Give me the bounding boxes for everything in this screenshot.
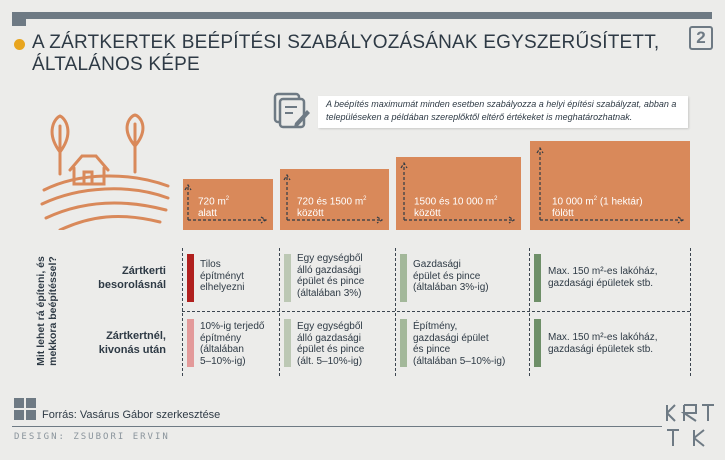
category-3-sup: 2 [494,196,498,202]
cell-text-line: gazdasági épület [413,332,489,344]
cell-text-line: (ált. 5–10%-ig) [297,355,363,367]
cell-text-line: (általában 5–10%-ig) [413,355,506,367]
source-credit: Forrás: Vasárus Gábor szerkesztése [42,409,221,421]
page-title: A ZÁRTKERTEK BEÉPÍTÉSI SZABÁLYOZÁSÁNAK EGYSZERŰSÍTETT, ÁLTALÁNOS KÉPE [32,32,660,75]
cell-text-line: Max. 150 m²-es lakóház, [548,332,658,343]
category-4-qualifier: fölött [552,208,574,220]
cell-text-line: Egy egységből [297,253,363,264]
cell-text-line: Építmény, [413,321,458,332]
row-2-label-line2: kivonás után [98,344,166,356]
cell-color-bar [400,319,407,367]
category-2-sup: 2 [363,196,367,202]
cell-color-bar [284,254,291,302]
source-grid-icon [14,398,36,420]
cell-text-line: 5–10%-ig) [200,355,246,367]
cell-r2-c1 [200,321,278,367]
cell-color-bar [284,319,291,367]
row-header-1 [56,264,166,292]
axis-label-text: Mit lehet rá építeni, és mekkora beépítéssel? [35,256,59,366]
cell-text-line: és pince [413,344,451,355]
category-box-2 [280,169,389,230]
category-1-sup: 2 [225,196,230,202]
category-4-size: 10 000 m [552,196,594,208]
cell-text-line: (általában 3%-ig) [413,282,489,293]
page-number-badge: 2 [689,26,713,50]
row-header-2 [46,329,166,357]
design-credit: DESIGN: ZSUBORI ERVIN [14,432,170,442]
cell-color-bar [400,254,407,302]
cell-r2-c4 [548,332,690,355]
cell-text-line: épület és pince [413,270,481,282]
cell-text-line: álló gazdasági [297,332,361,344]
cell-text-line: Egy egységből [297,321,363,332]
category-3-size: 1500 és 10 000 m [414,196,495,208]
category-2-qualifier: között [297,208,324,220]
category-box-4 [530,141,690,230]
cell-color-bar [534,254,541,302]
category-box-1 [183,179,273,230]
row-1-label-line2: besorolásnál [98,279,166,291]
category-box-3 [396,157,521,230]
category-2-size: 720 és 1500 m [297,196,364,208]
category-4-sup: 2 [593,196,598,202]
column-divider-3 [395,248,396,376]
cell-text-line: gazdasági épületek stb. [548,343,654,355]
top-bar-accent [12,12,26,26]
category-label-3 [414,193,497,220]
category-label-2 [297,193,367,220]
cell-text-line: építmény [200,332,242,344]
column-divider-1 [182,248,183,376]
category-3-qualifier: között [414,208,441,220]
cell-text-line: Gazdasági [413,259,461,270]
cell-text-line: álló gazdasági [297,264,361,276]
footer-divider [12,426,662,427]
cell-text-line: építményt [200,270,244,282]
cell-color-bar [187,319,194,367]
column-divider-4 [529,248,530,376]
cell-text-line: (általában [200,344,244,355]
cell-color-bar [187,254,194,302]
cell-r1-c1 [200,259,275,294]
category-label-1 [198,193,229,220]
row-divider [182,311,690,312]
cell-text-line: (általában 3%) [297,287,362,299]
cell-color-bar [534,319,541,367]
cell-text-line: Max. 150 m²-es lakóház, [548,266,658,277]
title-bullet-icon [14,39,25,50]
row-1-label-line1: Zártkerti [121,265,166,277]
cell-r1-c3 [413,259,528,294]
row-2-label-line1: Zártkertnél, [106,330,166,342]
category-4-size-suffix: (1 hektár) [597,196,643,208]
cell-text-line: 10%-ig terjedő [200,321,265,332]
farm-illustration-icon [40,112,170,230]
cell-text-line: gazdasági épületek stb. [548,277,654,289]
cell-text-line: elhelyezni [200,282,245,293]
top-bar [12,12,712,19]
cell-r1-c2 [297,253,392,299]
vertical-axis-label [35,244,59,384]
category-label-4 [552,193,643,220]
category-1-qualifier: alatt [198,208,217,220]
cell-text-line: épület és pince [297,344,365,355]
cell-text-line: épület és pince [297,276,365,287]
document-icon [271,92,311,130]
cell-text-line: Tilos [200,259,221,270]
cell-r1-c4 [548,266,690,289]
cell-r2-c3 [413,321,528,367]
cell-r2-c2 [297,321,392,367]
regulation-note: A beépítés maximumát minden esetben szabályozza a helyi építési szabályzat, abban a településeken a példában szereplőktől eltérő értékeket is meghatározhatnak. [318,96,688,128]
column-divider-5 [690,248,691,376]
category-1-size: 720 m [198,196,226,208]
krtk-logo-icon [664,402,716,450]
column-divider-2 [279,248,280,376]
